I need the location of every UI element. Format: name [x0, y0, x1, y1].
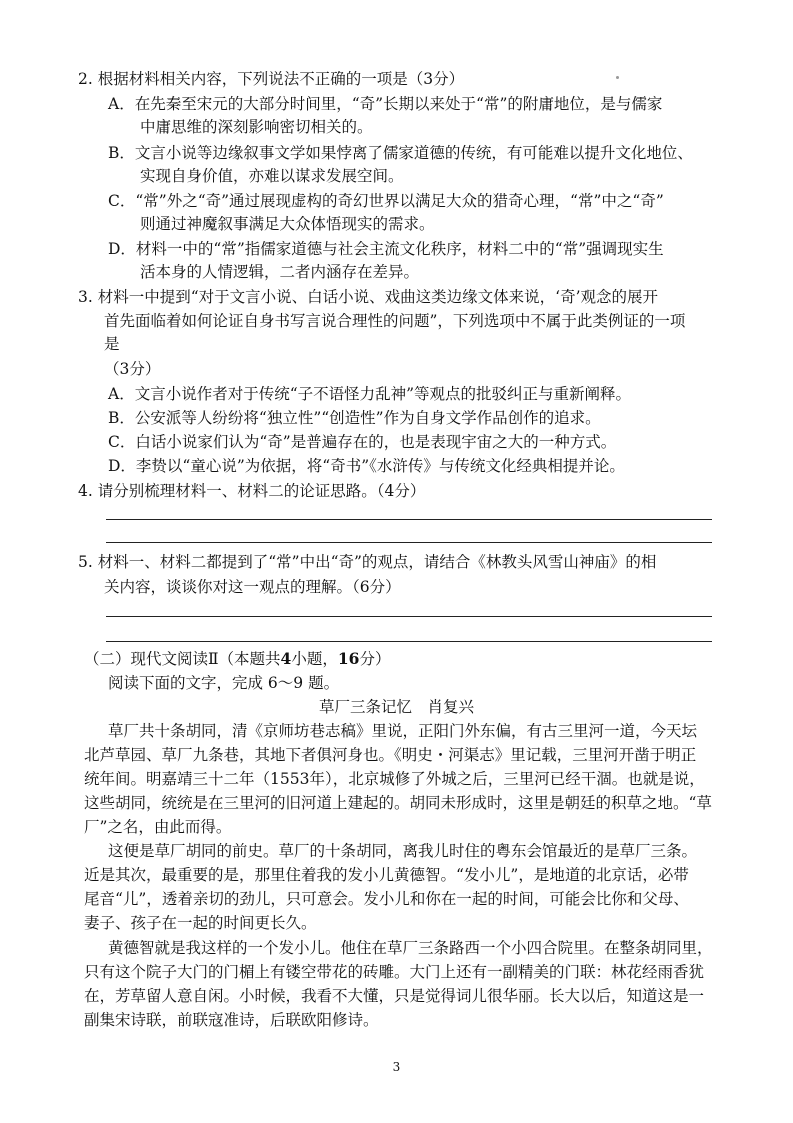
- question-5-stem-line1: 5. 材料一、材料二都提到了“常”中出“奇”的观点，请结合《林教头风雪山神庙》的相: [78, 553, 657, 571]
- article-p2-line3: 尾音“儿”，透着亲切的劲儿，只可意会。发小儿和你在一起的时间，可能会比你和父母、: [84, 890, 689, 908]
- q3-option-d: D．李贽以“童心说”为依据，将“奇书”《水浒传》与传统文化经典相提并论。: [108, 457, 625, 475]
- answer-line-q5-2[interactable]: [106, 641, 712, 642]
- answer-line-q4-1[interactable]: [106, 519, 712, 520]
- section-score: 16: [337, 649, 360, 668]
- q2-option-a-line1: A．在先秦至宋元的大部分时间里，“奇”长期以来处于“常”的附庸地位，是与儒家: [108, 95, 663, 113]
- page-number: 3: [392, 1060, 401, 1074]
- article-p3-line1: 黄德智就是我这样的一个发小儿。他住在草厂三条路西一个小四合院里。在整条胡同里，: [108, 939, 713, 957]
- q2-option-c-line1: C．“常”外之“奇”通过展现虚构的奇幻世界以满足大众的猎奇心理，“常”中之“奇”: [108, 192, 664, 210]
- q2-option-d-line1: D．材料一中的“常”指儒家道德与社会主流文化秩序，材料二中的“常”强调现实生: [108, 240, 664, 258]
- section-question-count: 4: [280, 649, 292, 668]
- answer-line-q4-2[interactable]: [106, 542, 712, 543]
- article-p1-line2: 北芦草园、草厂九条巷，其地下者俱河身也。《明史・河渠志》里记载，三里河开凿于明正: [84, 746, 697, 764]
- question-5-stem-line2: 关内容，谈谈你对这一观点的理解。（6分）: [104, 578, 401, 596]
- q2-option-b-line1: B．文言小说等边缘叙事文学如果悖离了儒家道德的传统，有可能难以提升文化地位、: [108, 144, 693, 162]
- question-2-stem: 2. 根据材料相关内容，下列说法不正确的一项是（3分）: [78, 70, 465, 88]
- section-title-prefix: （二）现代文阅读Ⅱ（本题共: [84, 650, 281, 668]
- question-3-score: （3分）: [104, 360, 161, 378]
- article-p2-line2: 近是其次，最重要的是，那里住着我的发小儿黄德智。“发小儿”，是地道的北京话，必带: [84, 866, 689, 884]
- question-3-stem-line3: 是: [104, 335, 120, 353]
- article-p2-line4: 妻子、孩子在一起的时间更长久。: [84, 914, 317, 932]
- section-title-middle: 小题，: [291, 650, 338, 668]
- question-4-stem: 4. 请分别梳理材料一、材料二的论证思路。（4分）: [78, 482, 426, 500]
- scan-speck: [616, 76, 619, 79]
- q2-option-c-line2: 则通过神魔叙事满足大众体悟现实的需求。: [140, 215, 435, 233]
- article-p1-line3: 统年间。明嘉靖三十二年（1553年），北京城修了外城之后，三里河已经干涸。也就是说，: [84, 770, 705, 788]
- article-p3-line4: 副集宋诗联，前联寇准诗，后联欧阳修诗。: [84, 1011, 379, 1029]
- q2-option-a-line2: 中庸思维的深刻影响密切相关的。: [140, 118, 373, 136]
- q2-option-d-line2: 活本身的人情逻辑，二者内涵存在差异。: [140, 263, 420, 281]
- question-3-stem-line1: 3. 材料一中提到“对于文言小说、白话小说、戏曲这类边缘文体来说，‘奇’观念的展开: [78, 288, 658, 306]
- article-p2-line1: 这便是草厂胡同的前史。草厂的十条胡同，离我儿时住的粤东会馆最近的是草厂三条。: [108, 842, 698, 860]
- article-p1-line4: 这些胡同，统统是在三里河的旧河道上建起的。胡同未形成时，这里是朝廷的积草之地。“草: [84, 794, 712, 812]
- q2-option-b-line2: 实现自身价值，亦难以谋求发展空间。: [140, 167, 404, 185]
- article-title: 草厂三条记忆 肖复兴: [318, 698, 474, 716]
- article-p1-line5: 厂”之名，由此而得。: [84, 818, 232, 836]
- article-p3-line2: 只有这个院子大门的门楣上有镂空带花的砖雕。大门上还有一副精美的门联：林花经雨香犹: [84, 963, 705, 981]
- section-title-suffix: 分）: [359, 650, 391, 668]
- q3-option-b: B．公安派等人纷纷将“独立性”“创造性”作为自身文学作品创作的追求。: [108, 409, 601, 427]
- article-p1-line1: 草厂共十条胡同，清《京师坊巷志稿》里说，正阳门外东偏，有古三里河一道，今天坛: [108, 722, 698, 740]
- reading-instruction: 阅读下面的文字，完成 6～9 题。: [108, 674, 340, 692]
- article-p3-line3: 在，芳草留人意自闲。小时候，我看不大懂，只是觉得词儿很华丽。长大以后，知道这是一: [84, 987, 705, 1005]
- section-title: [84, 648, 390, 670]
- answer-line-q5-1[interactable]: [106, 616, 712, 617]
- q3-option-c: C．白话小说家们认为“奇”是普遍存在的，也是表现宇宙之大的一种方式。: [108, 433, 617, 451]
- q3-option-a: A．文言小说作者对于传统“子不语怪力乱神”等观点的批驳纠正与重新阐释。: [108, 385, 632, 403]
- question-3-stem-line2: 首先面临着如何论证自身书写言说合理性的问题”，下列选项中不属于此类例证的一项: [104, 312, 686, 330]
